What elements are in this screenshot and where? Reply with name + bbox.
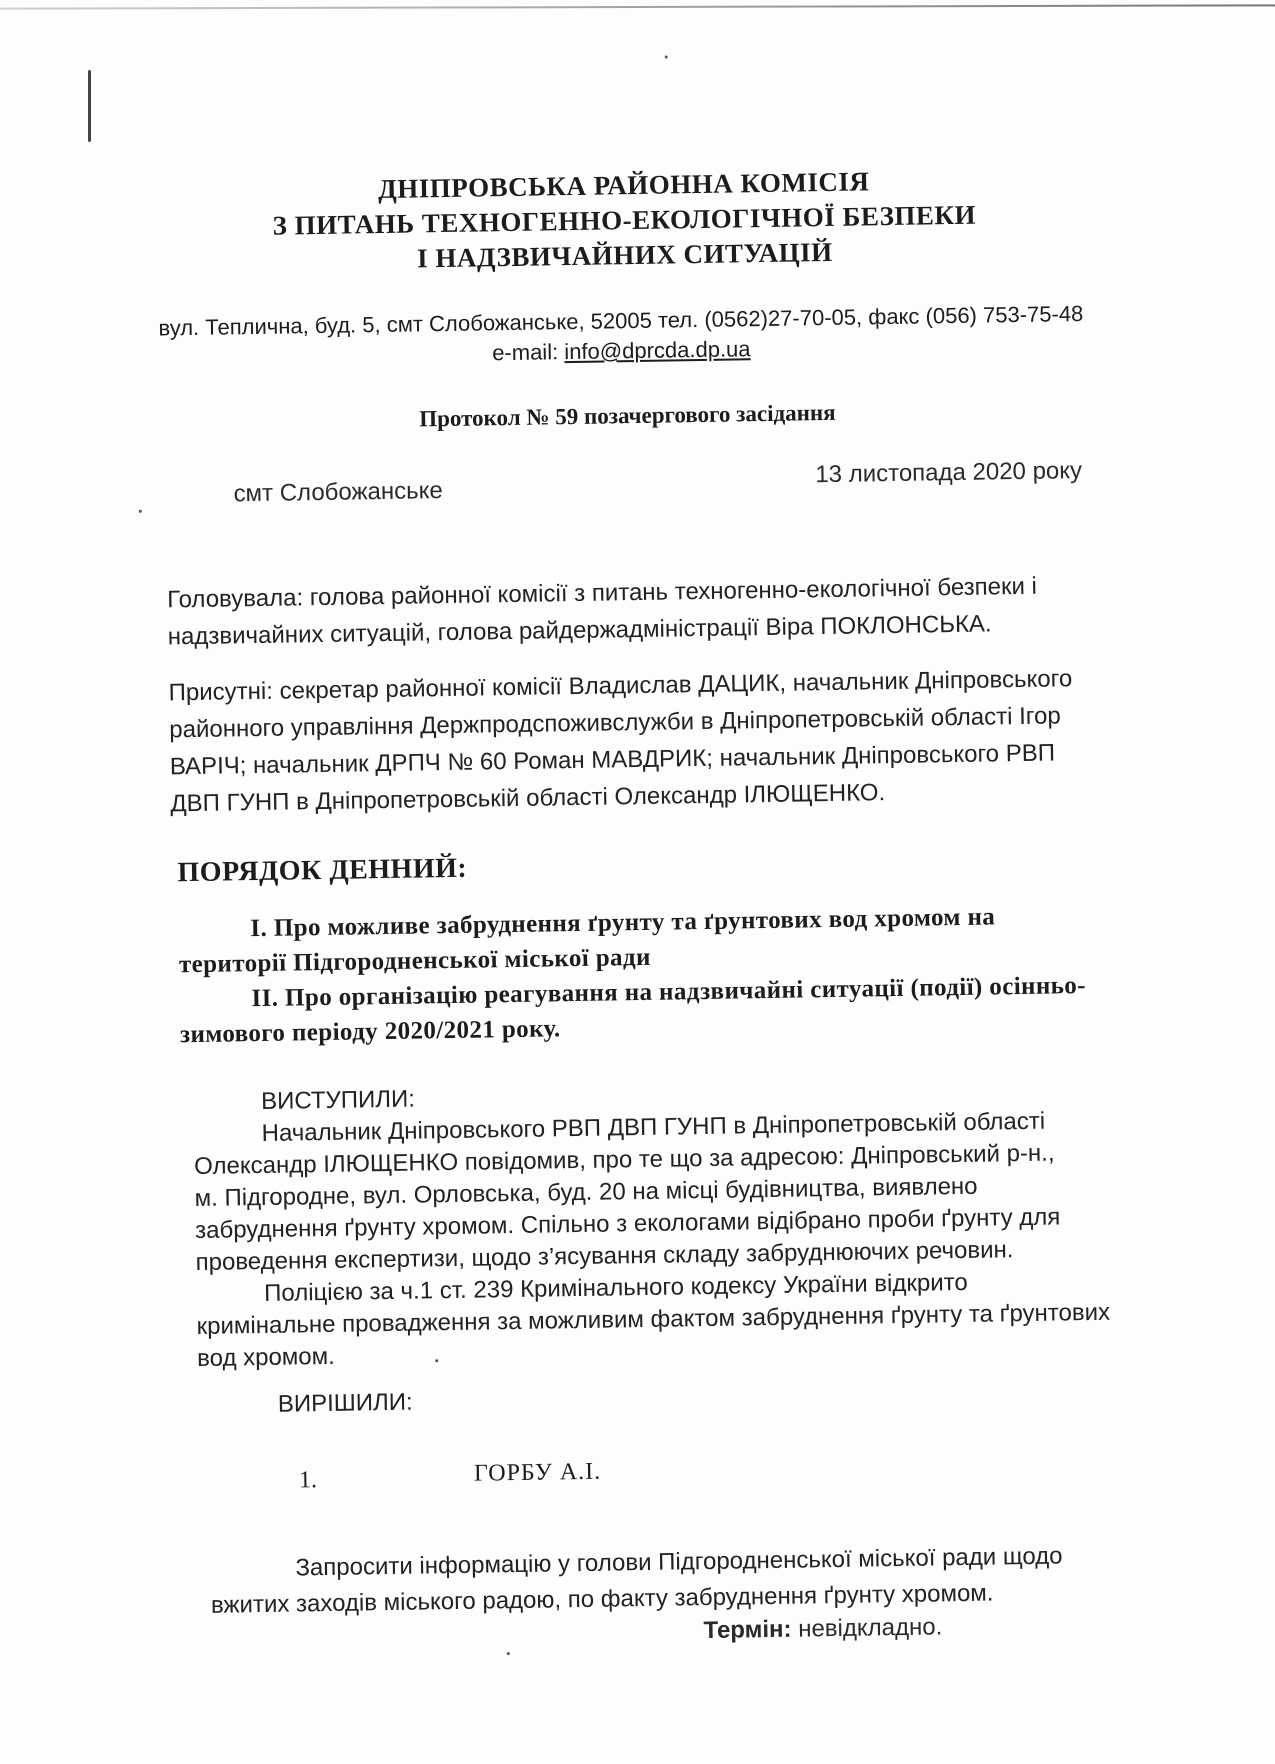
chaired-paragraph bbox=[167, 567, 1108, 656]
decision-task bbox=[210, 1537, 1131, 1623]
spoke-line: вод хромом. bbox=[196, 1342, 336, 1373]
present-line: районного управління Держпродспоживслужби в Дніпропетровській області Ігор bbox=[169, 702, 1061, 744]
meeting-place: смт Слобожанське bbox=[233, 477, 443, 508]
decision-term bbox=[703, 1613, 942, 1645]
decision-item-number: 1. bbox=[298, 1467, 318, 1494]
present-line: Присутні: секретар районної комісії Владислав ДАЦИК, начальник Дніпровського bbox=[168, 665, 1073, 707]
spoke-line: кримінальне провадження за можливим фактом забруднення ґрунту та ґрунтових bbox=[196, 1298, 1111, 1341]
spoke-line: м. Підгородне, вул. Орловська, буд. 20 на місці будівництва, виявлено bbox=[194, 1172, 978, 1213]
decided-label: ВИРІШИЛИ: bbox=[277, 1388, 413, 1418]
meeting-date: 13 листопада 2020 року bbox=[815, 457, 1083, 489]
header-line-3: І НАДЗВИЧАЙНИХ СИТУАЦІЙ bbox=[416, 236, 833, 274]
agenda-heading: ПОРЯДОК ДЕННИЙ: bbox=[177, 852, 468, 889]
protocol-title: Протокол № 59 позачергового засідання bbox=[419, 399, 836, 432]
spoke-line: забруднення ґрунту хромом. Спільно з екологами відібрано проби ґрунту для bbox=[194, 1203, 1061, 1245]
agenda-item-2 bbox=[179, 967, 1120, 1052]
term-value: невідкладно. bbox=[791, 1613, 943, 1643]
spoke-line: Поліцією за ч.1 ст. 239 Кримінального кодексу України відкрито bbox=[263, 1268, 968, 1307]
header-line-2: З ПИТАНЬ ТЕХНОГЕННО-ЕКОЛОГІЧНОЇ БЕЗПЕКИ bbox=[272, 199, 977, 241]
term-label: Термін: bbox=[703, 1615, 792, 1645]
scan-speck bbox=[435, 1359, 438, 1362]
decision-task-line: вжитих заходів міського радою, по факту забруднення ґрунту хромом. bbox=[210, 1579, 994, 1619]
spoke-line: проведення експертизи, щодо з’ясування складу забруднюючих речовин. bbox=[195, 1236, 1014, 1277]
spoke-line: Олександр ІЛЮЩЕНКО повідомив, про те що за адресою: Дніпровський р-н., bbox=[193, 1139, 1055, 1181]
agenda-item-2-line: II. Про організацію реагування на надзвичайні ситуації (події) осінньо- bbox=[251, 972, 1087, 1013]
spoke-label: ВИСТУПИЛИ: bbox=[260, 1085, 416, 1115]
decision-responsible: ГОРБУ А.І. bbox=[473, 1458, 602, 1487]
agenda-item-2-line: зимового періоду 2020/2021 року. bbox=[179, 1015, 561, 1049]
header-line-1: ДНІПРОВСЬКА РАЙОННА КОМІСІЯ bbox=[377, 166, 870, 205]
present-paragraph bbox=[168, 660, 1110, 823]
scan-speck bbox=[507, 1652, 510, 1655]
spoke-paragraph-2 bbox=[196, 1265, 1117, 1375]
email-label: e-mail: bbox=[492, 339, 565, 366]
agenda-item-1-line: території Підгородненської міської ради bbox=[178, 943, 652, 979]
chaired-line: надзвичайних ситуацій, голова райдержадміністрації Віра ПОКЛОНСЬКА. bbox=[167, 610, 992, 651]
address-line: вул. Теплична, буд. 5, смт Слобожанське, 52005 тел. (0562)27-70-05, факс (056) 753-75-48 bbox=[158, 300, 1084, 341]
spoke-paragraph-1 bbox=[193, 1105, 1115, 1279]
scan-speck bbox=[139, 510, 142, 513]
email-link[interactable]: info@dprcda.dp.ua bbox=[564, 336, 751, 365]
agenda-item-1-line: I. Про можливе забруднення ґрунту та ґрунтових вод хромом на bbox=[250, 903, 996, 943]
spoke-line: Начальник Дніпровського РВП ДВП ГУНП в Дніпропетровській області bbox=[261, 1107, 1046, 1147]
present-line: ВАРІЧ; начальник ДРПЧ № 60 Роман МАВДРИК; начальник Дніпровського РВП bbox=[169, 739, 1056, 781]
scan-speck bbox=[665, 55, 668, 58]
chaired-line: Головувала: голова районної комісії з питань техногенно-екологічної безпеки і bbox=[167, 572, 1038, 614]
present-line: ДВП ГУНП в Дніпропетровській області Олександр ІЛЮЩЕНКО. bbox=[170, 779, 886, 818]
decision-task-line: Запросити інформацію у голови Підгородненської міської ради щодо bbox=[295, 1542, 1063, 1582]
